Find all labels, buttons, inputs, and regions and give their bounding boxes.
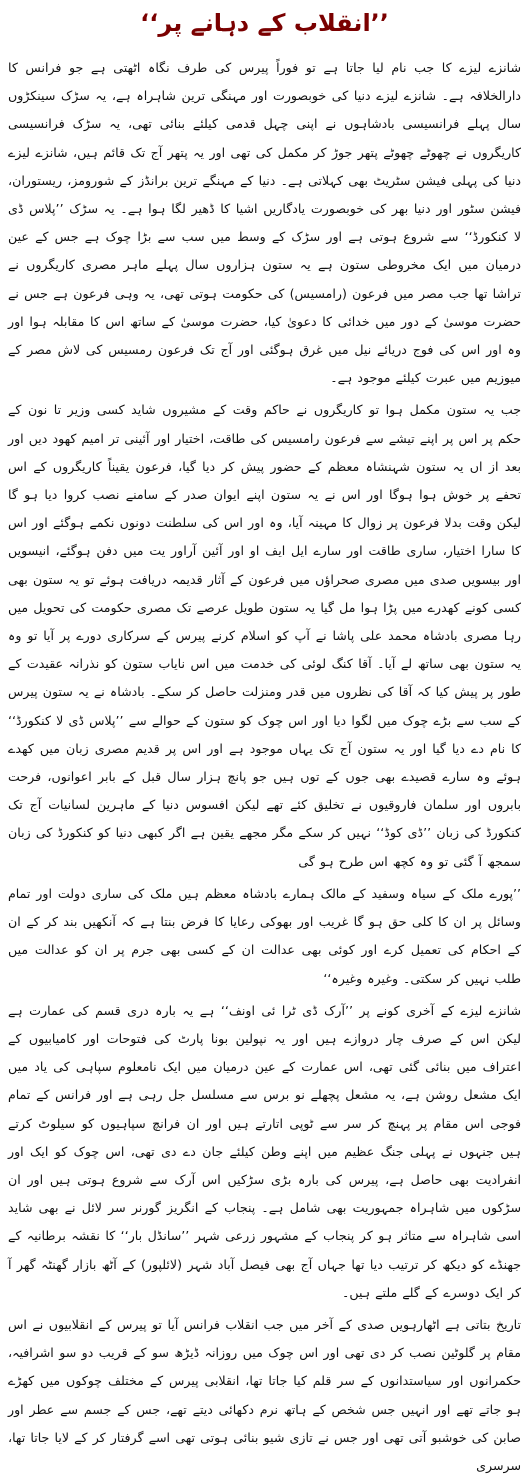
article-paragraph-2: جب یہ ستون مکمل ہوا تو کاریگروں نے حاکم وقت کے مشیروں شاید کسی وزیر تا نون کے حکم پر اس پر اپنے تیشے سے فرعون رامسیس کی طاقت، اختیار اور آئینی تر امیم کھود دیں اور بعد از اں یہ ستون شہنشاہ معظم کے حضور پیش کر دیا گیا، فرعون یقیناً کاریگروں کے اس تحفے پر خوش ہوا ہوگا اور اس نے یہ ستون اپنے ایوان صدر کے سامنے نصب کروا دیا ہو گا لیکن وقت بدلا فرعون پر زوال کا مہینہ آیا، وہ اور اس کی سلطنت دونوں نکمے ہوگئے اور اس کا سارا اختیار، ساری طاقت اور سارے ایل ایف او اور آئین آراور یت میں دفن ہوگئے، انیسویں اور بیسویں صدی میں مصری صحراؤں میں فرعون کے آثار قدیمہ دریافت ہوئے تو یہ ستون بھی کسی کونے کھدرے میں پڑا ہوا مل گیا یہ ستون طویل عرصے تک مصری حکومت کی تحویل میں رہا مصری بادشاہ محمد علی پاشا نے آپ کو اسلام کرنے پیرس کے سرکاری دورے پر آیا تو وہ یہ ستون بھی ساتھ لے آیا۔ آقا کنگ لوئی کی خدمت میں اس نایاب ستون کو نذرانہ عقیدت کے طور پر پیش کیا کہ آقا کی نظروں میں قدر ومنزلت حاصل کر سکے۔ بادشاہ نے یہ ستون پیرس کے سب سے بڑے چوک میں لگوا دیا اور اس چوک کو ستون کے حوالے سے ’’پلاس ڈی لا کنکورڈ‘‘ کا نام دے دیا گیا اور یہ ستون آج تک یہاں موجود ہے اور اس پر قدیم مصری زبان میں کھدے ہوئے وہ سارے قصیدے بھی جوں کے توں ہیں جو پانچ ہزار سال قبل کے بابر اعوانوں، فرحت بابروں اور سلمان فاروقیوں نے تخلیق کئے تھے لیکن افسوس دنیا کے ماہرین لسانیات آج تک کنکورڈ کی زبان ’’ڈی کوڈ‘‘ نہیں کر سکے مگر مجھے یقین ہے اگر کبھی دنیا کو کنکورڈ کی زبان سمجھ آ گئی تو وہ کچھ اس طرح ہو گی	[8, 402, 521, 869]
article-paragraph-5: تاریخ بتاتی ہے اٹھارہویں صدی کے آخر میں جب انقلاب فرانس آیا تو پیرس کے انقلابیوں نے اس مقام پر گلوٹین نصب کر دی تھی اور اس چوک میں روزانہ ڈیڑھ سو کے قریب دو سو اشرافیہ، حکمرانوں اور سیاستدانوں کے سر قلم کیا جاتا تھا، انقلابی پیرس کے مختلف چوکوں میں کھڑے ہو جاتے تھے اور انہیں جس شخص کے ہاتھ نرم دکھائی دیتے تھے، جس کے جسم سے عطر اور صابن کی خوشبو آتی تھی اور جس نے تازی شیو بنائی ہوتی تھی اسے گرفتار کر کے لایا جاتا تھا، سرسری	[8, 1316, 521, 1473]
article-headline: ’’انقلاب کے دہانے پر‘‘	[140, 9, 389, 37]
article-paragraph-4: شانزے لیزے کے آخری کونے پر ’’آرک ڈی ٹرا ئی اونف‘‘ ہے یہ بارہ دری قسم کی عمارت ہے لیکن اس کے صرف چار دروازے ہیں اور یہ نپولین بونا پارٹ کی فتوحات اور کامیابیوں کے اعتراف میں بنائی گئی تھی، اس عمارت کے عین درمیان میں ایک نامعلوم سپاہی کی یاد میں ایک مشعل روشن ہے، یہ مشعل پچھلے نو برس سے مسلسل جل رہی ہے اور فرانس کے تمام فوجی اس مقام پر پہنچ کر سر سے ٹوپی اتارتے ہیں اور ان فرانچ سپاہیوں کو سیلوٹ کرتے ہیں جنہوں نے پہلی جنگ عظیم میں اپنے وطن کیلئے جان دے دی تھی، اس چوک کو ایک اور انفرادیت بھی حاصل ہے، پیرس کی بارہ بڑی سڑکیں اس آرک سے شروع ہوتی ہیں اور ان سڑکوں میں شاہراہ جمہوریت بھی شامل ہے۔ پنجاب کے انگریز گورنر سر لائل نے بھی شاید اسی شاہراہ سے متاثر ہو کر پنجاب کے مشہور زرعی شہر ’’سانڈل بار‘‘ کا نقشہ برطانیہ کے جھنڈے کو دیکھ کر ترتیب دیا تھا جہاں آج بھی فیصل آباد شہر (لائلپور) کے آٹھ بازار گھنٹہ گھر آ کر ایک دوسرے کے گلے ملتے ہیں۔	[8, 1002, 521, 1300]
article-paragraph-3: ’’پورے ملک کے سیاہ وسفید کے مالک ہمارے بادشاہ معظم ہیں ملک کی ساری دولت اور تمام وسائل پر ان کا کلی حق ہو گا غریب اور بھوکی رعایا کا فرض بنتا ہے کہ آنکھیں بند کر کے ان کے احکام کی تعمیل کرے اور کوئی بھی عدالت ان کے کسی بھی جرم پر ان کو عدالت میں طلب نہیں کر سکتی۔ وغیرہ وغیرہ‘‘	[8, 885, 521, 986]
article-paragraph-1: شانزے لیزے کا جب نام لیا جاتا ہے تو فوراً پیرس کی طرف نگاہ اٹھتی ہے جو فرانس کا دارالخلافہ ہے۔ شانزے لیزے دنیا کی خوبصورت اور مہنگی ترین شاہراہ ہے، یہ سڑک سینکڑوں سال پہلے فرانسیسی بادشاہوں نے اپنی چہل قدمی کیلئے بنائی تھی، یہ سڑک فرانسیسی کاریگروں نے چھوٹے چھوٹے پتھر جوڑ کر مکمل کی تھی اور یہ پتھر آج تک قائم ہیں، شانزے لیزے دنیا کی پہلی فیشن سٹریٹ بھی کہلاتی ہے۔ دنیا کے مہنگے ترین برانڈز کے شورومز، ریستوران، فیشن سٹور اور دنیا بھر کی خوبصورت یادگاریں اشیا کا ڈھیر لگا ہوا ہے۔ یہ سڑک ’’پلاس ڈی لا کنکورڈ‘‘ سے شروع ہوتی ہے اور سڑک کے وسط میں سب سے بڑا چوک ہے جس کے عین درمیان میں ایک مخروطی ستون ہے یہ ستون ہزاروں سال پہلے ماہر مصری کاریگروں نے تراشا تھا جب مصر میں فرعون (رامسیس) کی حکومت ہوتی تھی، یہ وہی فرعون ہے جس نے حضرت موسیٰ کے دور میں خدائی کا دعویٰ کیا، حضرت موسیٰ کے ساتھ اس کا مقابلہ ہوا اور وہ اور اس کی فوج دریائے نیل میں غرق ہوگئی اور آج تک فرعون رمسیس کی لاش مصر کے میوزیم میں عبرت کیلئے موجود ہے۔	[8, 60, 521, 386]
